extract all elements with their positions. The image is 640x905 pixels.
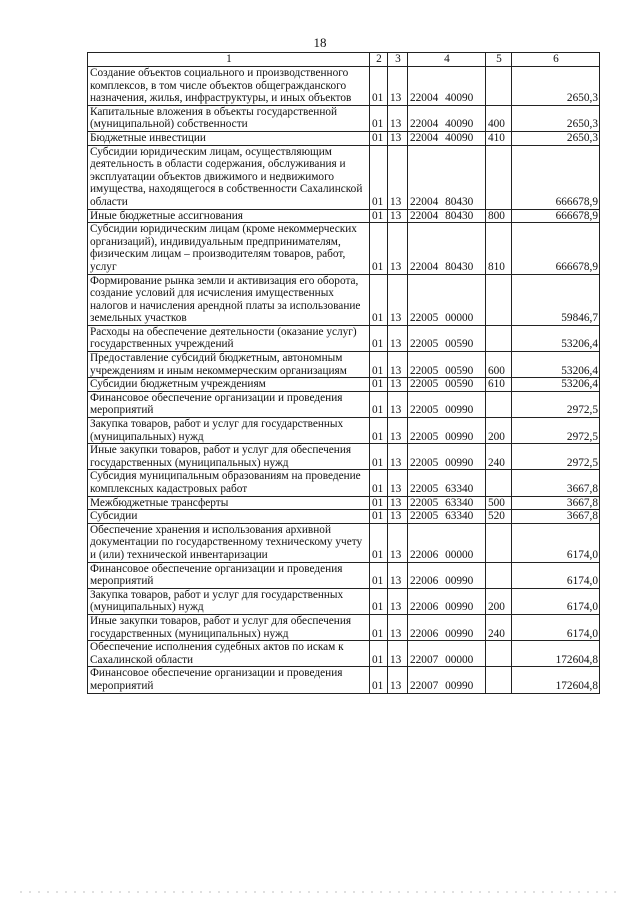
code-section: 01 bbox=[370, 444, 388, 470]
row-name: Закупка товаров, работ и услуг для государственных (муниципальных) нужд bbox=[88, 418, 370, 444]
code-subsection: 13 bbox=[388, 510, 408, 524]
target-article: 22005 00590 bbox=[408, 352, 486, 378]
expense-type: 240 bbox=[486, 444, 512, 470]
code-section: 01 bbox=[370, 588, 388, 614]
row-name: Формирование рынка земли и активизация его оборота, создание условий для исчисления имущественных налогов и начисления арендной платы за использование земельных участков bbox=[88, 274, 370, 325]
target-article: 22005 63340 bbox=[408, 496, 486, 510]
row-name: Финансовое обеспечение организации и проведения мероприятий bbox=[88, 667, 370, 693]
table-row bbox=[88, 641, 600, 667]
code-section: 01 bbox=[370, 67, 388, 106]
amount: 3667,8 bbox=[512, 510, 600, 524]
header-col-4: 4 bbox=[408, 53, 486, 67]
expense-type: 200 bbox=[486, 588, 512, 614]
row-name: Бюджетные инвестиции bbox=[88, 131, 370, 145]
row-name: Иные закупки товаров, работ и услуг для обеспечения государственных (муниципальных) нужд bbox=[88, 444, 370, 470]
table-row bbox=[88, 667, 600, 693]
amount: 666678,9 bbox=[512, 145, 600, 209]
table-row bbox=[88, 523, 600, 562]
code-subsection: 13 bbox=[388, 444, 408, 470]
table-row bbox=[88, 223, 600, 274]
amount: 59846,7 bbox=[512, 274, 600, 325]
code-section: 01 bbox=[370, 105, 388, 131]
amount: 2972,5 bbox=[512, 444, 600, 470]
table-row bbox=[88, 325, 600, 351]
target-article: 22004 80430 bbox=[408, 145, 486, 209]
table-row bbox=[88, 352, 600, 378]
code-section: 01 bbox=[370, 209, 388, 223]
target-article: 22004 40090 bbox=[408, 67, 486, 106]
header-col-5: 5 bbox=[486, 53, 512, 67]
target-article: 22004 40090 bbox=[408, 131, 486, 145]
expense-type bbox=[486, 391, 512, 417]
target-article: 22007 00990 bbox=[408, 667, 486, 693]
code-section: 01 bbox=[370, 325, 388, 351]
expense-type: 240 bbox=[486, 614, 512, 640]
amount: 2650,3 bbox=[512, 67, 600, 106]
row-name: Субсидии bbox=[88, 510, 370, 524]
expense-type: 800 bbox=[486, 209, 512, 223]
table-row bbox=[88, 510, 600, 524]
target-article: 22007 00000 bbox=[408, 641, 486, 667]
code-section: 01 bbox=[370, 223, 388, 274]
target-article: 22005 63340 bbox=[408, 510, 486, 524]
amount: 6174,0 bbox=[512, 523, 600, 562]
target-article: 22006 00990 bbox=[408, 588, 486, 614]
row-name: Субсидии юридическим лицам, осуществляющим деятельность в области содержания, обслуживания и эксплуатации объектов движимого и недвижимого имущества, находящегося в собственности Сахалинской области bbox=[88, 145, 370, 209]
row-name: Финансовое обеспечение организации и проведения мероприятий bbox=[88, 562, 370, 588]
code-subsection: 13 bbox=[388, 523, 408, 562]
expense-type bbox=[486, 325, 512, 351]
expense-type bbox=[486, 145, 512, 209]
budget-table bbox=[87, 52, 600, 694]
code-section: 01 bbox=[370, 510, 388, 524]
table-row bbox=[88, 470, 600, 496]
code-subsection: 13 bbox=[388, 614, 408, 640]
expense-type bbox=[486, 641, 512, 667]
target-article: 22006 00990 bbox=[408, 614, 486, 640]
code-subsection: 13 bbox=[388, 131, 408, 145]
code-section: 01 bbox=[370, 274, 388, 325]
code-subsection: 13 bbox=[388, 223, 408, 274]
code-section: 01 bbox=[370, 496, 388, 510]
code-subsection: 13 bbox=[388, 105, 408, 131]
code-subsection: 13 bbox=[388, 562, 408, 588]
expense-type: 410 bbox=[486, 131, 512, 145]
code-subsection: 13 bbox=[388, 496, 408, 510]
table-row bbox=[88, 562, 600, 588]
row-name: Расходы на обеспечение деятельности (оказание услуг) государственных учреждений bbox=[88, 325, 370, 351]
table-row bbox=[88, 378, 600, 392]
amount: 2972,5 bbox=[512, 418, 600, 444]
table-row bbox=[88, 105, 600, 131]
target-article: 22005 00990 bbox=[408, 391, 486, 417]
expense-type: 610 bbox=[486, 378, 512, 392]
expense-type bbox=[486, 67, 512, 106]
amount: 172604,8 bbox=[512, 667, 600, 693]
amount: 53206,4 bbox=[512, 378, 600, 392]
expense-type: 520 bbox=[486, 510, 512, 524]
row-name: Иные закупки товаров, работ и услуг для обеспечения государственных (муниципальных) нужд bbox=[88, 614, 370, 640]
code-subsection: 13 bbox=[388, 391, 408, 417]
code-section: 01 bbox=[370, 523, 388, 562]
header-col-6: 6 bbox=[512, 53, 600, 67]
code-subsection: 13 bbox=[388, 641, 408, 667]
header-col-2: 2 bbox=[370, 53, 388, 67]
header-row bbox=[88, 53, 600, 67]
table-row bbox=[88, 67, 600, 106]
amount: 53206,4 bbox=[512, 352, 600, 378]
code-subsection: 13 bbox=[388, 588, 408, 614]
amount: 172604,8 bbox=[512, 641, 600, 667]
code-subsection: 13 bbox=[388, 209, 408, 223]
table-row bbox=[88, 496, 600, 510]
code-section: 01 bbox=[370, 614, 388, 640]
table-row bbox=[88, 131, 600, 145]
amount: 6174,0 bbox=[512, 588, 600, 614]
row-name: Обеспечение исполнения судебных актов по искам к Сахалинской области bbox=[88, 641, 370, 667]
target-article: 22005 00000 bbox=[408, 274, 486, 325]
amount: 666678,9 bbox=[512, 209, 600, 223]
code-subsection: 13 bbox=[388, 418, 408, 444]
amount: 6174,0 bbox=[512, 562, 600, 588]
expense-type: 200 bbox=[486, 418, 512, 444]
table-row bbox=[88, 614, 600, 640]
code-subsection: 13 bbox=[388, 470, 408, 496]
expense-type: 400 bbox=[486, 105, 512, 131]
code-section: 01 bbox=[370, 352, 388, 378]
expense-type: 600 bbox=[486, 352, 512, 378]
code-section: 01 bbox=[370, 391, 388, 417]
target-article: 22004 40090 bbox=[408, 105, 486, 131]
amount: 3667,8 bbox=[512, 470, 600, 496]
table-row bbox=[88, 444, 600, 470]
row-name: Обеспечение хранения и использования архивной документации по государственному техническому учету и (или) технической инвентаризации bbox=[88, 523, 370, 562]
target-article: 22006 00000 bbox=[408, 523, 486, 562]
amount: 2650,3 bbox=[512, 131, 600, 145]
code-subsection: 13 bbox=[388, 667, 408, 693]
target-article: 22006 00990 bbox=[408, 562, 486, 588]
code-section: 01 bbox=[370, 667, 388, 693]
row-name: Закупка товаров, работ и услуг для государственных (муниципальных) нужд bbox=[88, 588, 370, 614]
expense-type bbox=[486, 562, 512, 588]
table-row bbox=[88, 274, 600, 325]
expense-type bbox=[486, 523, 512, 562]
code-section: 01 bbox=[370, 131, 388, 145]
target-article: 22005 00990 bbox=[408, 418, 486, 444]
code-section: 01 bbox=[370, 145, 388, 209]
header-col-3: 3 bbox=[388, 53, 408, 67]
row-name: Предоставление субсидий бюджетным, автономным учреждениям и иным некоммерческим организациям bbox=[88, 352, 370, 378]
amount: 6174,0 bbox=[512, 614, 600, 640]
amount: 666678,9 bbox=[512, 223, 600, 274]
table-row bbox=[88, 145, 600, 209]
target-article: 22004 80430 bbox=[408, 223, 486, 274]
expense-type bbox=[486, 667, 512, 693]
target-article: 22005 00590 bbox=[408, 325, 486, 351]
row-name: Субсидии бюджетным учреждениям bbox=[88, 378, 370, 392]
code-section: 01 bbox=[370, 470, 388, 496]
table-row bbox=[88, 391, 600, 417]
code-section: 01 bbox=[370, 641, 388, 667]
code-subsection: 13 bbox=[388, 352, 408, 378]
target-article: 22005 00590 bbox=[408, 378, 486, 392]
amount: 2650,3 bbox=[512, 105, 600, 131]
code-subsection: 13 bbox=[388, 325, 408, 351]
row-name: Субсидия муниципальным образованиям на проведение комплексных кадастровых работ bbox=[88, 470, 370, 496]
table-row bbox=[88, 588, 600, 614]
code-subsection: 13 bbox=[388, 67, 408, 106]
page-number: 18 bbox=[313, 35, 327, 50]
code-section: 01 bbox=[370, 562, 388, 588]
code-subsection: 13 bbox=[388, 145, 408, 209]
row-name: Иные бюджетные ассигнования bbox=[88, 209, 370, 223]
row-name: Межбюджетные трансферты bbox=[88, 496, 370, 510]
amount: 53206,4 bbox=[512, 325, 600, 351]
code-section: 01 bbox=[370, 418, 388, 444]
code-subsection: 13 bbox=[388, 378, 408, 392]
table-row bbox=[88, 418, 600, 444]
row-name: Финансовое обеспечение организации и проведения мероприятий bbox=[88, 391, 370, 417]
table-row bbox=[88, 209, 600, 223]
row-name: Субсидии юридическим лицам (кроме некоммерческих организаций), индивидуальным предпринимателям, физическим лицам – производителям товаров, работ, услуг bbox=[88, 223, 370, 274]
code-section: 01 bbox=[370, 378, 388, 392]
target-article: 22004 80430 bbox=[408, 209, 486, 223]
scan-edge-noise bbox=[20, 891, 620, 893]
amount: 3667,8 bbox=[512, 496, 600, 510]
row-name: Капитальные вложения в объекты государственной (муниципальной) собственности bbox=[88, 105, 370, 131]
expense-type bbox=[486, 470, 512, 496]
code-subsection: 13 bbox=[388, 274, 408, 325]
expense-type bbox=[486, 274, 512, 325]
target-article: 22005 63340 bbox=[408, 470, 486, 496]
amount: 2972,5 bbox=[512, 391, 600, 417]
target-article: 22005 00990 bbox=[408, 444, 486, 470]
expense-type: 500 bbox=[486, 496, 512, 510]
row-name: Создание объектов социального и производственного комплексов, в том числе объектов общегражданского назначения, жилья, инфраструктуры, и иных объектов bbox=[88, 67, 370, 106]
header-col-1: 1 bbox=[88, 53, 370, 67]
expense-type: 810 bbox=[486, 223, 512, 274]
